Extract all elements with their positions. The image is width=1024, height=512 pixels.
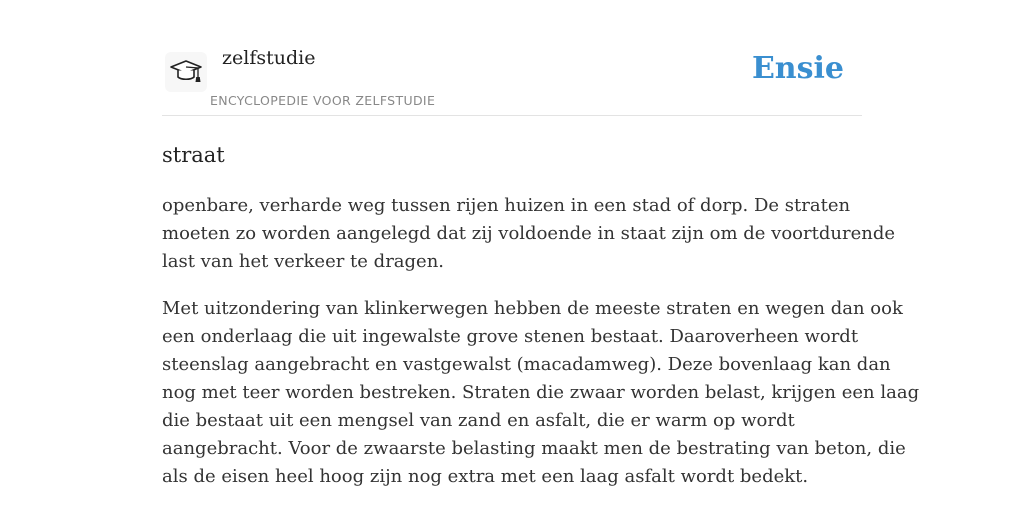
text-line: moeten zo worden aangelegd dat zij voldoende in staat zijn om de voortdurende: [162, 223, 895, 244]
article-paragraph: [162, 295, 920, 491]
text-line: aangebracht. Voor de zwaarste belasting maakt men de bestrating van beton, die: [162, 438, 906, 459]
text-line: steenslag aangebracht en vastgewalst (macadamweg). Deze bovenlaag kan dan: [162, 354, 891, 375]
text-line: die bestaat uit een mengsel van zand en asfalt, die er warm op wordt: [162, 410, 795, 431]
article-title: straat: [162, 143, 225, 167]
text-line: openbare, verharde weg tussen rijen huizen in een stad of dorp. De straten: [162, 195, 851, 216]
article-paragraph: [162, 192, 895, 276]
article-body: [162, 192, 920, 491]
site-header: [162, 0, 862, 116]
site-name[interactable]: zelfstudie: [222, 47, 316, 69]
text-line: nog met teer worden bestreken. Straten die zwaar worden belast, krijgen een laag: [162, 382, 920, 403]
page: [162, 0, 920, 512]
text-line: Met uitzondering van klinkerwegen hebben de meeste straten en wegen dan ook: [162, 298, 903, 319]
text-line: een onderlaag die uit ingewalste grove stenen bestaat. Daaroverheen wordt: [162, 326, 859, 347]
site-tagline: ENCYCLOPEDIE VOOR ZELFSTUDIE: [210, 93, 436, 108]
brand-logo[interactable]: Ensie: [751, 51, 844, 86]
graduation-cap-icon[interactable]: [165, 52, 207, 92]
text-line: als de eisen heel hoog zijn nog extra met een laag asfalt wordt bedekt.: [162, 466, 809, 487]
text-line: last van het verkeer te dragen.: [162, 251, 445, 272]
